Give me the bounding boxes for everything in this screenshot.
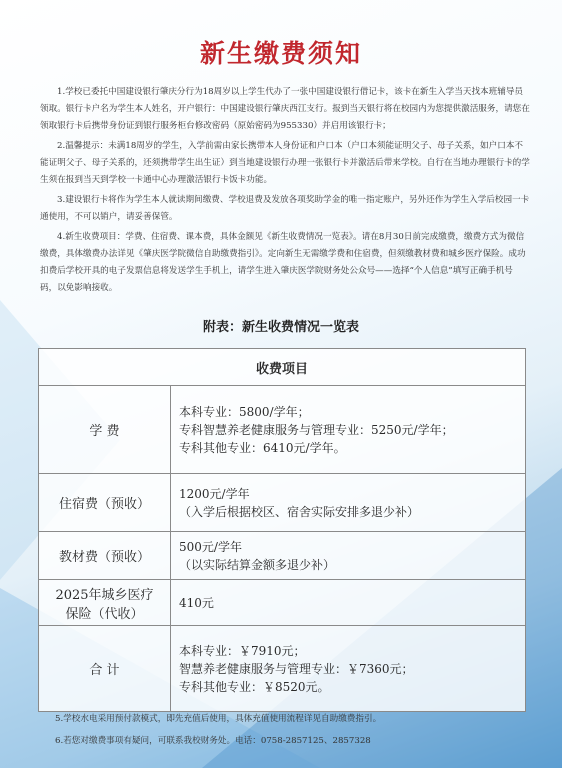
row-value-textbook xyxy=(171,532,526,580)
value-line: 500元/学年 xyxy=(179,539,242,554)
row-label-accommodation: 住宿费（预收） xyxy=(39,474,171,532)
value-line: 本科专业：5800/学年； xyxy=(179,404,310,419)
value-line: （以实际结算金额多退少补） xyxy=(179,557,336,572)
notice-item-4: 4.新生收费项目：学费、住宿费、课本费，具体金额见《新生收费情况一览表》。请在8月30日前完成缴费，缴费方式为微信缴费，具体缴费办法详见《肇庆医学院微信自助缴费指引》。定向新生无需缴学费和住宿费，但须缴教材费和城乡医疗保险。成功扣费后学校开具的电子发票信息将发送学生手机上，请学生进入肇庆医学院财务处公众号——选择“个人信息”填写正确手机号码，以免影响接收。 xyxy=(40,232,526,293)
table-row xyxy=(39,626,526,712)
row-label-total: 合 计 xyxy=(39,626,171,712)
value-line: 410元 xyxy=(179,595,214,610)
footer-notes xyxy=(55,708,535,752)
row-value-total xyxy=(171,626,526,712)
table-row xyxy=(39,386,526,474)
footer-item-5: 5.学校水电采用预付款模式，即先充值后使用，具体充值使用流程详见自助缴费指引。 xyxy=(55,714,382,724)
value-line: 智慧养老健康服务与管理专业：￥7360元； xyxy=(179,661,414,676)
value-line: 专科其他专业：6410元/学年。 xyxy=(179,440,346,455)
table-title: 附表：新生收费情况一览表 xyxy=(202,320,359,335)
value-line: （入学后根据校区、宿舍实际安排多退少补） xyxy=(179,504,420,519)
page-title: 新生缴费须知 xyxy=(199,39,362,68)
table-row xyxy=(39,532,526,580)
table-row xyxy=(39,580,526,626)
label-line: 2025年城乡医疗 xyxy=(55,587,154,603)
footer-item-6: 6.若您对缴费事项有疑问，可联系我校财务处。电话：0758-2857125、2857328 xyxy=(55,736,371,746)
table-header: 收费项目 xyxy=(39,349,526,386)
value-line: 专科智慧养老健康服务与管理专业：5250元/学年； xyxy=(179,422,454,437)
notice-body xyxy=(40,84,530,300)
row-label-tuition: 学 费 xyxy=(39,386,171,474)
value-line: 1200元/学年 xyxy=(179,486,250,501)
notice-item-3: 3.建设银行卡将作为学生本人就读期间缴费、学校退费及发放各项奖助学金的唯一指定账户，另外还作为学生入学后校园一卡通使用，不可以销户，请妥善保管。 xyxy=(40,195,530,222)
value-line: 本科专业：￥7910元； xyxy=(179,643,306,658)
notice-item-1: 1.学校已委托中国建设银行肇庆分行为18周岁以上学生代办了一张中国建设银行借记卡，该卡在新生入学当天找本班辅导员领取。银行卡户名为学生本人姓名，开户银行：中国建设银行肇庆西江支行。报到当天银行将在校园内为您提供激活服务，请您在领取银行卡后携带身份证到银行服务柜台修改密码（原始密码为955330）并启用该银行卡； xyxy=(40,87,530,131)
fee-table xyxy=(38,348,526,712)
table-header-row xyxy=(39,349,526,386)
table-row xyxy=(39,474,526,532)
row-label-insurance xyxy=(39,580,171,626)
notice-item-2: 2.温馨提示：未满18周岁的学生，入学前需由家长携带本人身份证和户口本（户口本须能证明父子、母子关系，如户口本不能证明父子、母子关系的，还须携带学生出生证）到当地建设银行办理一张银行卡并激活后带来学校。自行在当地办理银行卡的学生须在报到当天到学校一卡通中心办理激活银行卡饭卡功能。 xyxy=(40,141,530,185)
row-value-accommodation xyxy=(171,474,526,532)
row-label-textbook: 教材费（预收） xyxy=(39,532,171,580)
row-value-insurance xyxy=(171,580,526,626)
label-line: 保险（代收） xyxy=(65,606,144,622)
value-line: 专科其他专业：￥8520元。 xyxy=(179,679,330,694)
row-value-tuition xyxy=(171,386,526,474)
